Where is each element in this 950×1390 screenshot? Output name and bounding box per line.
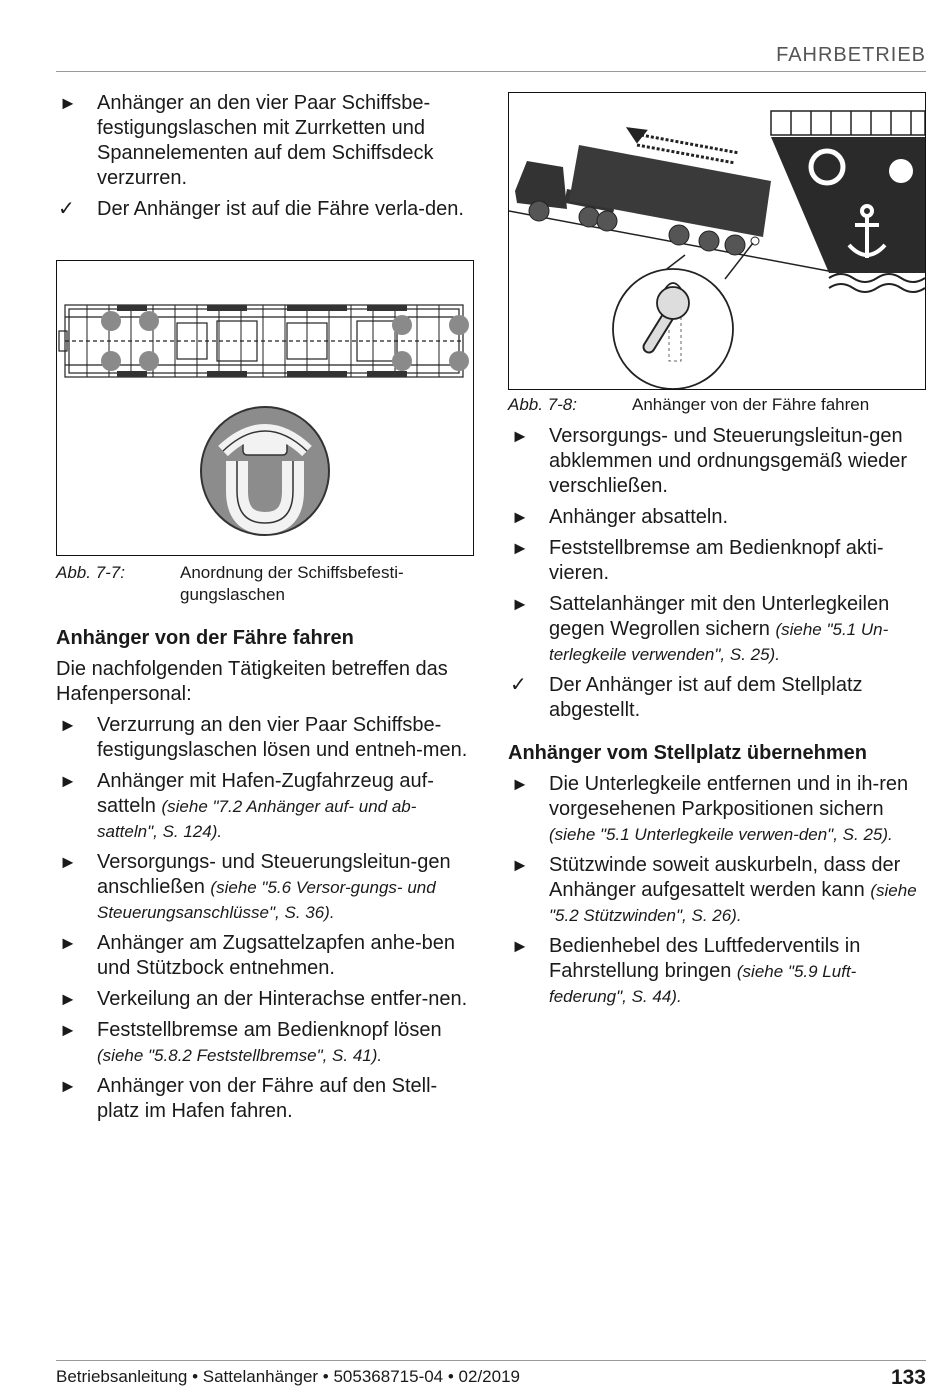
item-text: Der Anhänger ist auf dem Stellplatz abgestellt. <box>549 674 863 721</box>
item-text: Anhänger von der Fähre auf den Stell-platz im Hafen fahren. <box>97 1075 438 1122</box>
page-number: 133 <box>890 1366 926 1389</box>
triangle-bullet-icon: ► <box>59 1076 77 1096</box>
list-item <box>508 853 928 928</box>
triangle-bullet-icon: ► <box>59 1020 77 1040</box>
triangle-bullet-icon: ► <box>511 855 529 875</box>
list-item <box>56 931 476 981</box>
list-item <box>508 505 928 530</box>
cross-reference: (siehe "5.9 Luft-federung", S. 44). <box>549 962 857 1006</box>
list-item <box>56 1018 476 1068</box>
list-item <box>56 850 476 925</box>
item-text: Verzurrung an den vier Paar Schiffsbe-festigungslaschen lösen und entneh-men. <box>97 714 468 761</box>
header-divider <box>56 71 926 72</box>
cross-reference: (siehe "5.6 Versor-gungs- und Steuerungsanschlüsse", S. 36). <box>97 878 436 922</box>
footer-document-info: Betriebsanleitung • Sattelanhänger • 505368715-04 • 02/2019 <box>56 1367 520 1386</box>
cross-reference: (siehe "5.8.2 Feststellbremse", S. 41). <box>97 1046 383 1065</box>
triangle-bullet-icon: ► <box>59 93 77 113</box>
right-column <box>508 424 928 1015</box>
figure-trailer-off-ferry <box>508 92 926 390</box>
figure-label: Abb. 7-8: <box>508 395 577 414</box>
figure-caption-text: Anordnung der Schiffsbefesti-gungslaschen <box>180 563 404 604</box>
triangle-bullet-icon: ► <box>511 936 529 956</box>
item-text: Feststellbremse am Bedienknopf lösen <box>97 1019 442 1041</box>
triangle-bullet-icon: ► <box>511 774 529 794</box>
lashing-lug-detail <box>201 407 329 535</box>
section-heading: Anhänger von der Fähre fahren <box>56 627 354 649</box>
cross-reference: (siehe "5.1 Un-terlegkeile verwenden", S. 25). <box>549 620 889 664</box>
triangle-bullet-icon: ► <box>511 594 529 614</box>
list-item <box>56 1074 476 1124</box>
item-text: Versorgungs- und Steuerungsleitun-gen anschließen <box>97 851 451 898</box>
left-column-section <box>56 626 476 1130</box>
figure-label: Abb. 7-7: <box>56 563 125 582</box>
list-item <box>508 592 928 667</box>
cross-reference: (siehe "7.2 Anhänger auf- und ab-satteln", S. 124). <box>97 797 417 841</box>
brake-knob-detail <box>613 243 753 389</box>
figure-caption-text: Anhänger von der Fähre fahren <box>632 395 870 414</box>
triangle-bullet-icon: ► <box>59 771 77 791</box>
item-text: Die Unterlegkeile entfernen und in ih-ren vorgesehenen Parkpositionen sichern <box>549 773 909 820</box>
triangle-bullet-icon: ► <box>59 933 77 953</box>
list-item <box>508 424 928 499</box>
section-title: FAHRBETRIEB <box>776 44 926 66</box>
item-text: Bedienhebel des Luftfederventils in Fahrstellung bringen <box>549 935 861 982</box>
triangle-bullet-icon: ► <box>59 852 77 872</box>
triangle-bullet-icon: ► <box>511 426 529 446</box>
footer-divider <box>56 1360 926 1361</box>
figure-lashing-points <box>56 260 474 556</box>
checkmark-icon: ✓ <box>510 674 527 696</box>
list-item <box>56 987 476 1012</box>
item-text: Verkeilung an der Hinterachse entfer-nen. <box>97 988 468 1010</box>
checkmark-icon: ✓ <box>58 198 75 220</box>
item-text: Anhänger am Zugsattelzapfen anhe-ben und Stützbock entnehmen. <box>97 932 456 979</box>
list-item <box>56 713 476 763</box>
triangle-bullet-icon: ► <box>511 507 529 527</box>
list-item <box>508 934 928 1009</box>
list-item <box>508 673 928 723</box>
item-text: Anhänger an den vier Paar Schiffsbe-festigungslaschen mit Zurrketten und Spannelementen auf dem Schiffsdeck verzurren. <box>97 92 434 189</box>
cross-reference: (siehe "5.1 Unterlegkeile verwen-den", S. 25). <box>549 825 893 844</box>
water-waves <box>829 274 925 292</box>
triangle-bullet-icon: ► <box>59 989 77 1009</box>
intro-paragraph: Die nachfolgenden Tätigkeiten betreffen das Hafenpersonal: <box>56 658 448 705</box>
section-heading: Anhänger vom Stellplatz übernehmen <box>508 742 867 764</box>
item-text: Stützwinde soweit auskurbeln, dass der Anhänger aufgesattelt werden kann <box>549 854 901 901</box>
list-item <box>508 772 928 847</box>
list-item <box>56 91 476 191</box>
left-column-top <box>56 91 476 228</box>
semi-trailer <box>569 145 771 255</box>
item-text: Anhänger mit Hafen-Zugfahrzeug auf-satteln <box>97 770 434 817</box>
list-item <box>56 197 476 222</box>
triangle-bullet-icon: ► <box>59 715 77 735</box>
item-text: Der Anhänger ist auf die Fähre verla-den. <box>97 198 464 220</box>
triangle-bullet-icon: ► <box>511 538 529 558</box>
item-text: Feststellbremse am Bedienknopf akti-vieren. <box>549 537 884 584</box>
item-text: Sattelanhänger mit den Unterlegkeilen gegen Wegrollen sichern <box>549 593 890 640</box>
list-item <box>56 769 476 844</box>
item-text: Versorgungs- und Steuerungsleitun-gen abklemmen und ordnungsgemäß wieder verschließen. <box>549 425 907 497</box>
list-item <box>508 536 928 586</box>
item-text: Anhänger absatteln. <box>549 506 729 528</box>
cross-reference: (siehe "5.2 Stützwinden", S. 26). <box>549 881 917 925</box>
